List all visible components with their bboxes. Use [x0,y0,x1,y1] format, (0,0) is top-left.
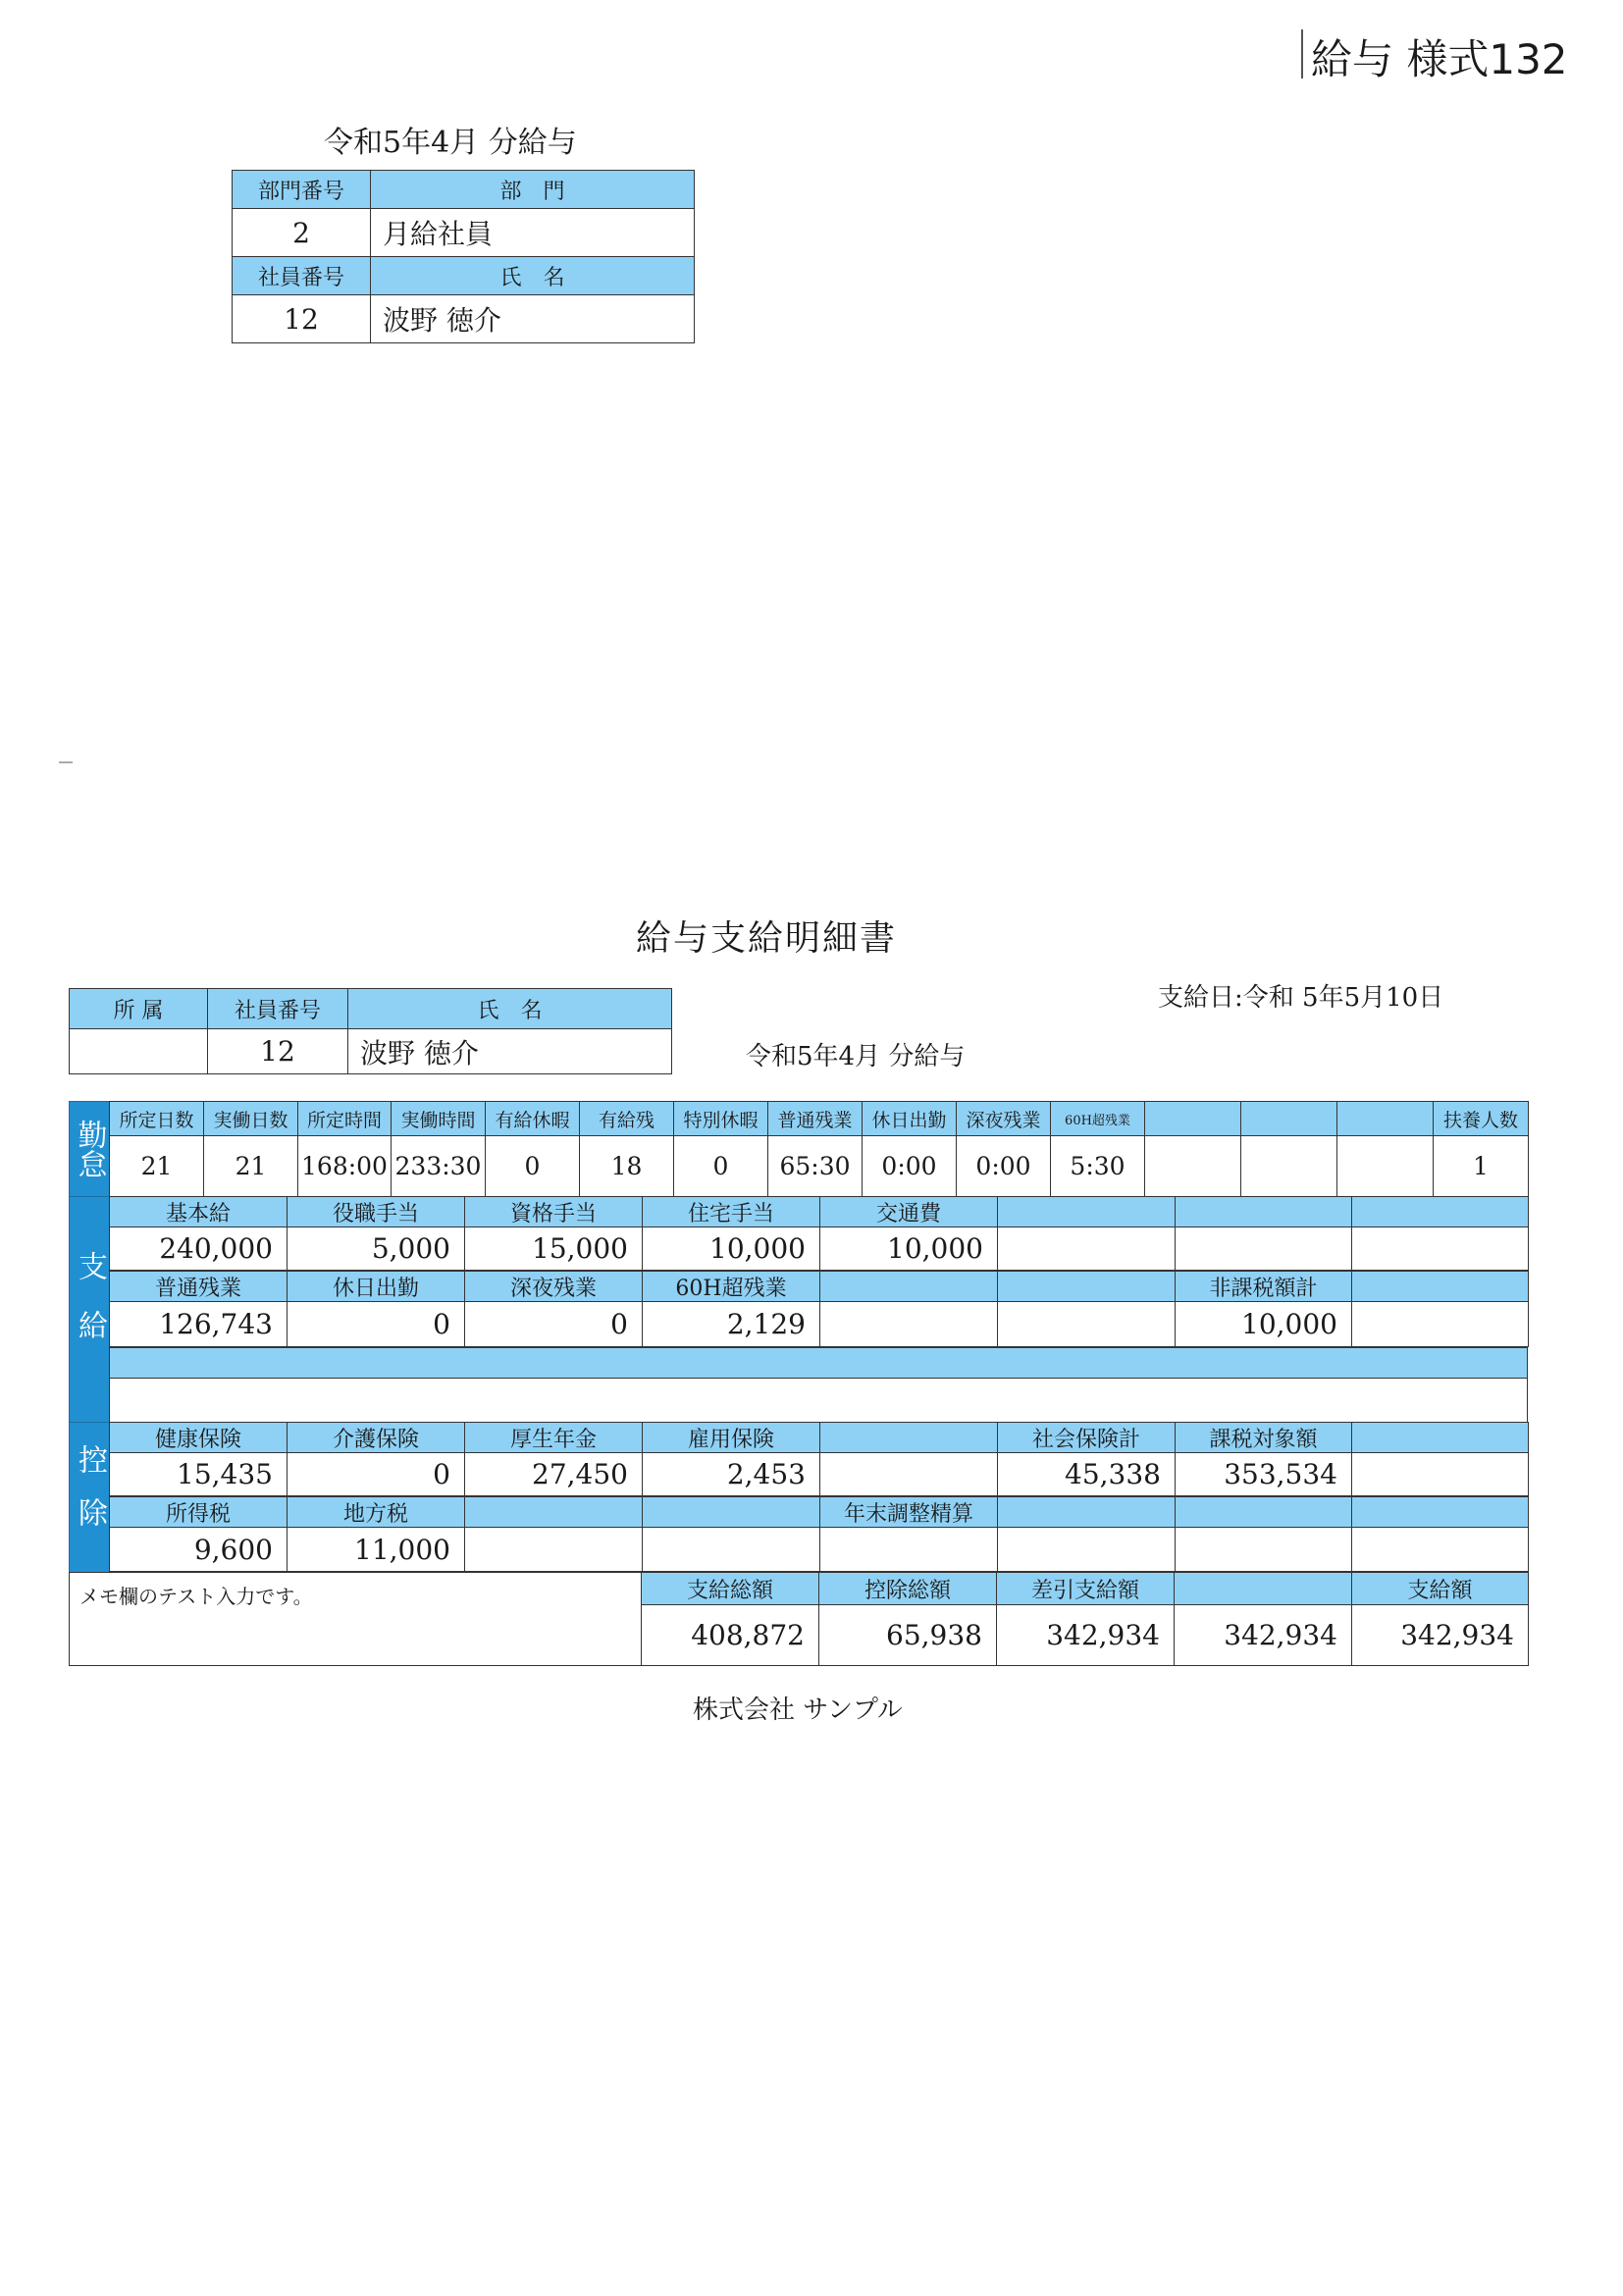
shikyu-r1-value [1175,1226,1352,1271]
kojo-r2-value [464,1527,643,1572]
shikyu-r2-label: 普通残業 [109,1271,288,1302]
section-kojo-label: 控除 [73,1444,107,1550]
top-dept: 月給社員 [370,208,695,257]
total-value: 342,934 [996,1604,1175,1666]
kojo-r1-value: 0 [287,1452,465,1496]
affil-value [69,1028,208,1074]
shikyu-r2-value [819,1301,998,1347]
kintai-value: 21 [203,1135,298,1197]
kintai-label: 休日出勤 [862,1101,957,1136]
kintai-label: 有給休暇 [485,1101,580,1136]
slip-period: 令和5年4月 分給与 [746,1042,966,1071]
kojo-r2-label: 所得税 [109,1496,288,1528]
shikyu-r1-label: 役職手当 [287,1196,465,1227]
form-label-divider [1301,29,1303,78]
kojo-r2-value [642,1527,820,1572]
kintai-label: 60H超残業 [1050,1101,1145,1136]
kintai-label: 所定日数 [109,1101,204,1136]
kintai-label: 実働日数 [203,1101,298,1136]
form-label: 給与 様式132 [1311,35,1568,83]
affil-label: 所 属 [69,988,208,1029]
memo-box [69,1572,642,1666]
kojo-r2-label: 年末調整精算 [819,1496,998,1528]
section-kintai-label: 勤怠 [72,1120,107,1178]
total-value: 408,872 [641,1604,819,1666]
shikyu-empty-row-header [109,1347,1528,1379]
top-emp-no: 12 [232,294,371,343]
kojo-r2-label [1351,1496,1529,1528]
kojo-r2-label [1175,1496,1352,1528]
top-name-label: 氏 名 [370,256,695,295]
memo-text: メモ欄のテスト入力です。 [79,1585,313,1608]
shikyu-r2-label [997,1271,1176,1302]
kintai-value: 168:00 [297,1135,392,1197]
shikyu-r1-label [997,1196,1176,1227]
shikyu-r2-value: 0 [287,1301,465,1347]
shikyu-r1-value: 5,000 [287,1226,465,1271]
shikyu-r2-value: 10,000 [1175,1301,1352,1347]
section-shikyu [69,1196,110,1423]
kintai-label [1144,1101,1241,1136]
slip-name: 波野 徳介 [347,1028,672,1074]
top-period: 令和5年4月 分給与 [324,126,577,160]
kintai-label: 深夜残業 [956,1101,1051,1136]
kojo-r1-value: 2,453 [642,1452,820,1496]
kojo-r1-label: 雇用保険 [642,1422,820,1453]
shikyu-r1-label [1351,1196,1529,1227]
top-emp-no-label: 社員番号 [232,256,371,295]
shikyu-r2-label: 深夜残業 [464,1271,643,1302]
kintai-value: 0 [673,1135,768,1197]
kintai-value: 1 [1433,1135,1529,1197]
shikyu-r2-value: 2,129 [642,1301,820,1347]
total-label: 控除総額 [818,1572,997,1605]
slip-title: 給与支給明細書 [636,918,898,959]
shikyu-r2-label [1351,1271,1529,1302]
kintai-value: 5:30 [1050,1135,1145,1197]
shikyu-r1-value: 240,000 [109,1226,288,1271]
kojo-r1-label: 課税対象額 [1175,1422,1352,1453]
kintai-value: 65:30 [767,1135,863,1197]
shikyu-r1-value [1351,1226,1529,1271]
kintai-value: 18 [579,1135,674,1197]
kojo-r1-label: 社会保険計 [997,1422,1176,1453]
kintai-value [1144,1135,1241,1197]
total-label [1174,1572,1352,1605]
section-kojo [69,1422,110,1573]
shikyu-r1-value: 10,000 [642,1226,820,1271]
kojo-r2-value [1175,1527,1352,1572]
kojo-r1-value: 15,435 [109,1452,288,1496]
kintai-value [1336,1135,1434,1197]
pay-date: 支給日:令和 5年5月10日 [1158,983,1444,1013]
kintai-value [1240,1135,1337,1197]
kojo-r1-label [819,1422,998,1453]
shikyu-r2-label [819,1271,998,1302]
company-name: 株式会社 サンプル [693,1696,903,1725]
kintai-label [1240,1101,1337,1136]
shikyu-r1-value [997,1226,1176,1271]
total-value: 342,934 [1351,1604,1529,1666]
kintai-label: 扶養人数 [1433,1101,1529,1136]
kojo-r2-value [997,1527,1176,1572]
slip-emp-no: 12 [207,1028,348,1074]
section-shikyu-label: 支給 [73,1250,107,1369]
kojo-r2-label [642,1496,820,1528]
kintai-label: 有給残 [579,1101,674,1136]
kojo-r1-label: 厚生年金 [464,1422,643,1453]
kintai-value: 0 [485,1135,580,1197]
kojo-r2-value: 9,600 [109,1527,288,1572]
shikyu-r2-value: 0 [464,1301,643,1347]
shikyu-r2-label: 60H超残業 [642,1271,820,1302]
kintai-label [1336,1101,1434,1136]
kintai-value: 233:30 [391,1135,486,1197]
kintai-label: 所定時間 [297,1101,392,1136]
slip-emp-no-label: 社員番号 [207,988,348,1029]
top-dept-no: 2 [232,208,371,257]
total-value: 65,938 [818,1604,997,1666]
shikyu-r1-label: 資格手当 [464,1196,643,1227]
shikyu-r1-label [1175,1196,1352,1227]
kintai-value: 0:00 [862,1135,957,1197]
kintai-label: 普通残業 [767,1101,863,1136]
shikyu-r2-label: 非課税額計 [1175,1271,1352,1302]
margin-mark [59,761,73,763]
kojo-r2-value [819,1527,998,1572]
top-name: 波野 徳介 [370,294,695,343]
total-label: 支給総額 [641,1572,819,1605]
kojo-r2-value: 11,000 [287,1527,465,1572]
kojo-r1-value [819,1452,998,1496]
shikyu-r1-value: 10,000 [819,1226,998,1271]
kintai-label: 特別休暇 [673,1101,768,1136]
kojo-r1-label: 健康保険 [109,1422,288,1453]
kojo-r2-label [997,1496,1176,1528]
shikyu-r2-value: 126,743 [109,1301,288,1347]
top-dept-no-label: 部門番号 [232,170,371,209]
kojo-r1-label: 介護保険 [287,1422,465,1453]
slip-name-label: 氏 名 [347,988,672,1029]
kintai-value: 0:00 [956,1135,1051,1197]
kojo-r2-value [1351,1527,1529,1572]
top-dept-label: 部 門 [370,170,695,209]
kojo-r1-value: 27,450 [464,1452,643,1496]
shikyu-r1-label: 基本給 [109,1196,288,1227]
shikyu-r2-label: 休日出勤 [287,1271,465,1302]
kintai-label: 実働時間 [391,1101,486,1136]
shikyu-r2-value [997,1301,1176,1347]
kojo-r2-label: 地方税 [287,1496,465,1528]
total-value: 342,934 [1174,1604,1352,1666]
shikyu-r1-label: 住宅手当 [642,1196,820,1227]
total-label: 支給額 [1351,1572,1529,1605]
kojo-r1-label [1351,1422,1529,1453]
shikyu-empty-row [109,1378,1528,1423]
section-kintai [69,1101,110,1197]
kojo-r2-label [464,1496,643,1528]
kojo-r1-value: 45,338 [997,1452,1176,1496]
total-label: 差引支給額 [996,1572,1175,1605]
shikyu-r1-label: 交通費 [819,1196,998,1227]
shikyu-r2-value [1351,1301,1529,1347]
shikyu-r1-value: 15,000 [464,1226,643,1271]
kojo-r1-value: 353,534 [1175,1452,1352,1496]
kojo-r1-value [1351,1452,1529,1496]
kintai-value: 21 [109,1135,204,1197]
